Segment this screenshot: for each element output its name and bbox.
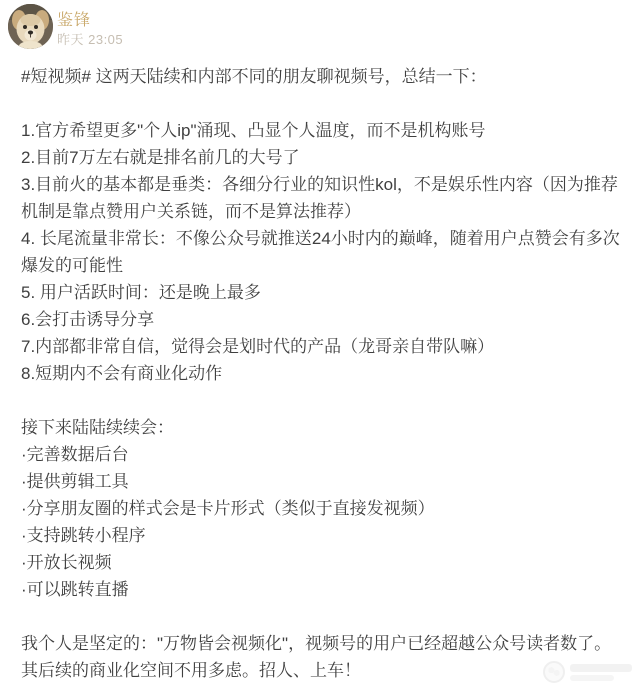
- post-header: [0, 0, 640, 63]
- upcoming-header: 接下来陆陆续续会：: [21, 418, 174, 437]
- numbered-points: [21, 117, 622, 387]
- upcoming-item-2: ·提供剪辑工具: [21, 472, 129, 491]
- point-2: 2.目前7万左右就是排名前几的大号了: [21, 148, 300, 167]
- post-body: [0, 63, 640, 684]
- upcoming-item-4: ·支持跳转小程序: [21, 526, 146, 545]
- username[interactable]: 鉴锋: [57, 12, 92, 29]
- dog-avatar-image: [8, 4, 53, 49]
- point-3: 3.目前火的基本都是垂类：各细分行业的知识性kol，不是娱乐性内容（因为推荐机制是靠点赞用户关系链，而不是算法推荐）: [21, 175, 618, 221]
- point-7: 7.内部都非常自信，觉得会是划时代的产品（龙哥亲自带队嘛）: [21, 337, 495, 356]
- post-intro-line: #短视频# 这两天陆续和内部不同的朋友聊视频号，总结一下：: [21, 67, 487, 86]
- point-4: 4. 长尾流量非常长：不像公众号就推送24小时内的巅峰，随着用户点赞会有多次爆发的可能性: [21, 229, 620, 275]
- point-8: 8.短期内不会有商业化动作: [21, 364, 223, 383]
- upcoming-item-1: ·完善数据后台: [21, 445, 129, 464]
- upcoming-item-3: ·分享朋友圈的样式会是卡片形式（类似于直接发视频）: [21, 499, 435, 518]
- point-5: 5. 用户活跃时间：还是晚上最多: [21, 283, 261, 302]
- watermark: [543, 661, 632, 683]
- upcoming-item-6: ·可以跳转直播: [21, 580, 129, 599]
- watermark-logo-icon: [543, 661, 565, 683]
- point-6: 6.会打击诱导分享: [21, 310, 155, 329]
- upcoming-section: [21, 414, 622, 603]
- conclusion-paragraph: 我个人是坚定的："万物皆会视频化"，视频号的用户已经超越公众号读者数了。其后续的商业化空间不用多虑。招人、上车！: [21, 634, 612, 680]
- watermark-text-illegible: [570, 664, 632, 681]
- post-timestamp: 昨天 23:05: [57, 32, 124, 47]
- user-avatar[interactable]: [8, 4, 53, 49]
- upcoming-item-5: ·开放长视频: [21, 553, 112, 572]
- point-1: 1.官方希望更多"个人ip"涌现、凸显个人温度，而不是机构账号: [21, 121, 486, 140]
